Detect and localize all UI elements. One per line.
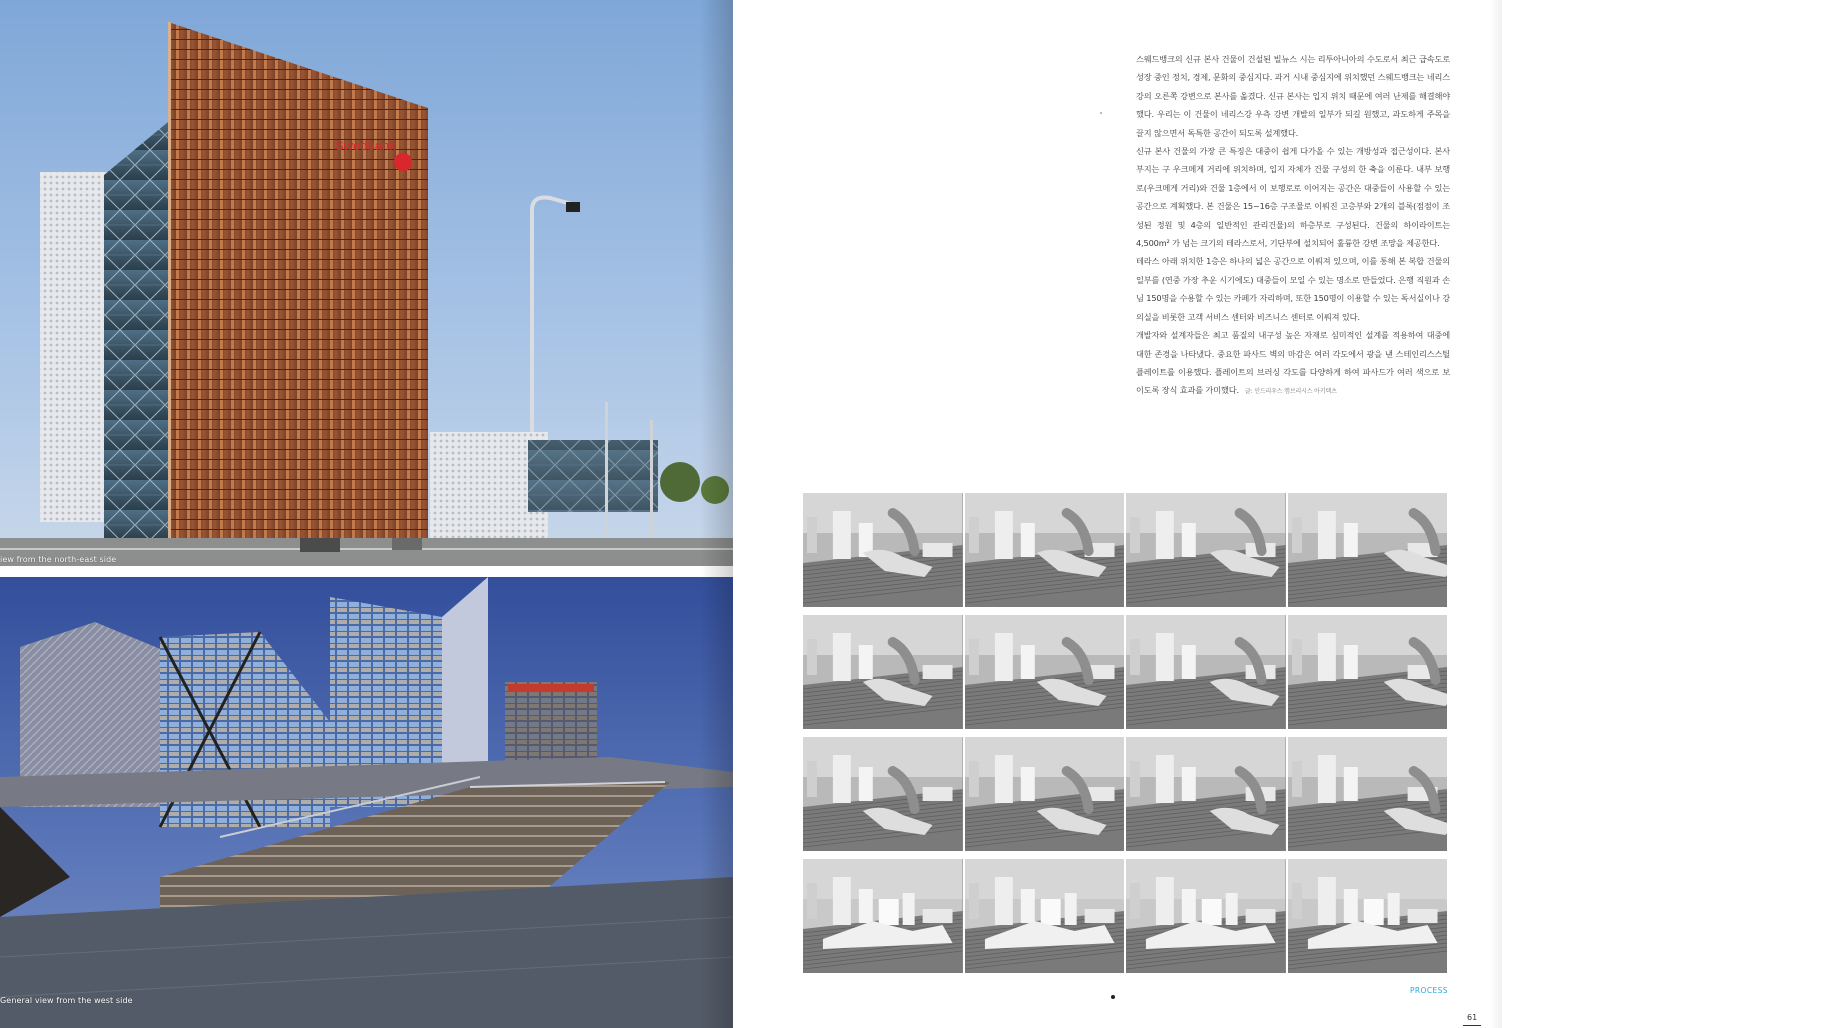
process-frame — [803, 615, 963, 729]
process-photo-grid — [803, 493, 1447, 975]
paragraph-1: 스웨드뱅크의 신규 본사 건물이 건설된 빌뉴스 시는 리투아니아의 수도로서 최근 급속도로 성장 중인 정치, 경제, 문화의 중심지다. 과거 시내 중심지에 위치했던 스웨드뱅크는 네리스강의 오른쪽 강변으로 본사를 옮겼다. 신규 본사는 입지 위치 때문에 여러 난제를 해결해야 했다. 우리는 이 건물이 네리스강 우측 강변 개발의 일부가 되길 원했고, 과도하게 주목을 끌지 않으면서 독특한 공간이 되도록 설계했다. — [1136, 54, 1450, 138]
process-frame — [1126, 615, 1286, 729]
section-label-process: PROCESS — [1410, 986, 1448, 995]
process-frame — [1288, 493, 1448, 607]
caption-north-east: iew from the north-east side — [0, 555, 117, 564]
article-credit: 글: 인드리우스 캠브리시스 아키텍츠 — [1244, 388, 1337, 396]
paragraph-4 — [1136, 326, 1450, 402]
background-margin — [1502, 0, 1830, 1028]
page-number-rule — [1463, 1025, 1481, 1026]
process-row — [803, 737, 1447, 851]
caption-west-view: General view from the west side — [0, 996, 133, 1005]
process-frame — [965, 493, 1125, 607]
page-edge-shadow — [1490, 0, 1502, 1028]
process-frame — [965, 615, 1125, 729]
photo-north-east-view — [0, 0, 733, 566]
process-frame — [803, 859, 963, 973]
process-frame — [1288, 737, 1448, 851]
paragraph-4-text: 개발자와 설계자들은 최고 품질의 내구성 높은 자재로 심미적인 설계를 적용하여 대중에 대한 존경을 나타냈다. 중요한 파사드 벽의 마감은 여러 각도에서 광을 낸 스테인리스스틸 플레이트를 이용했다. 플레이트의 브러싱 각도를 다양하게 하여 파사드가 여러 색으로 보이도록 장식 효과를 가미했다. — [1136, 330, 1450, 396]
process-row — [803, 615, 1447, 729]
photo-west-view — [0, 577, 733, 1028]
swedbank-sign: Swedbank — [335, 138, 396, 153]
article-body — [1136, 50, 1450, 402]
left-page — [0, 0, 733, 1028]
process-frame — [1288, 859, 1448, 973]
process-frame — [965, 859, 1125, 973]
page-number: 61 — [1467, 1013, 1478, 1022]
paragraph-3: 테라스 아래 위치한 1층은 하나의 넓은 공간으로 이뤄져 있으며, 이를 통해 본 복합 건물의 일부를 (연중 가장 추운 시기에도) 대중들이 모일 수 있는 명소로 만들었다. 은행 직원과 손님 150명을 수용할 수 있는 카페가 자리하며, 또한 150명이 이용할 수 있는 독서실이나 강의실을 비롯한 고객 서비스 센터와 비즈니스 센터로 이뤄져 있다. — [1136, 256, 1450, 322]
process-row — [803, 493, 1447, 607]
process-frame — [1126, 737, 1286, 851]
process-frame — [803, 493, 963, 607]
scan-mark — [1100, 112, 1102, 114]
process-row — [803, 859, 1447, 973]
bullet-dot — [1111, 995, 1115, 999]
process-frame — [1288, 615, 1448, 729]
process-frame — [1126, 493, 1286, 607]
process-frame — [1126, 859, 1286, 973]
process-frame — [965, 737, 1125, 851]
paragraph-2: 신규 본사 건물의 가장 큰 특징은 대중이 쉽게 다가올 수 있는 개방성과 접근성이다. 본사 부지는 구 우크메게 거리에 위치하며, 입지 자체가 건물 구성의 한 축을 이룬다. 내부 보행로(우크메게 거리)와 건물 1층에서 이 보행로로 이어지는 공간은 대중들이 사용할 수 있는 공간으로 계획했다. 본 건물은 15~16층 구조물로 이뤄진 고층부와 2개의 블록(점점이 조성된 정원 및 4층의 일반적인 관리건물)의 하층부로 구성된다. 건물의 하이라이트는 4,500m² 가 넘는 크기의 테라스로서, 기단부에 설치되어 훌륭한 강변 조망을 제공한다. — [1136, 146, 1450, 249]
process-frame — [803, 737, 963, 851]
